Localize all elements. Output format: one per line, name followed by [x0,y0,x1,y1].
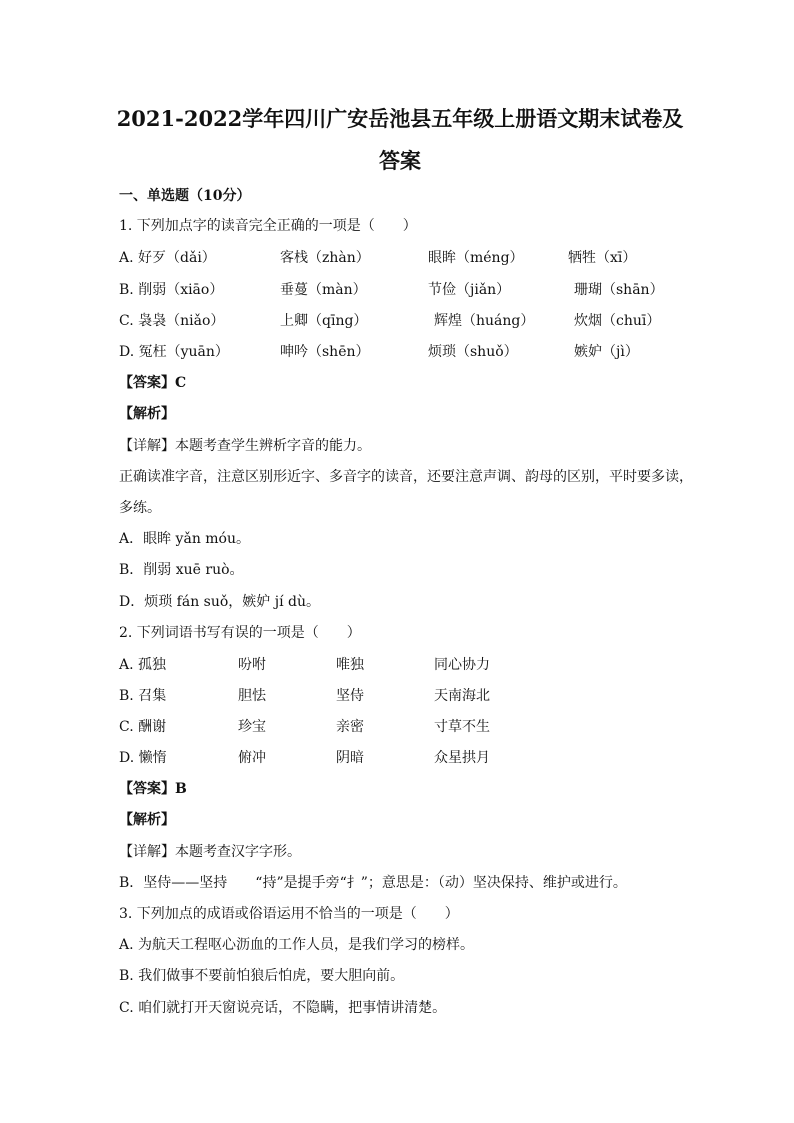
q1-explanation-line1: 正确读准字音，注意区别形近字、多音字的读音，还要注意声调、韵母的区别，平时要多读， [119,469,693,485]
q2-option-b-4: 天南海北 [434,688,490,704]
q1-answer: 【答案】C [119,375,187,391]
q2-option-a-2: 吩咐 [238,657,266,673]
q2-option-c-4: 寸草不生 [434,719,490,735]
q1-option-a-4: 牺牲（xī） [568,250,637,266]
q1-option-c-3: 辉煌（huáng） [434,313,535,329]
section-heading: 一、单选题（10分） [119,188,251,204]
q2-option-a-4: 同心协力 [434,657,490,673]
q2-analysis-heading: 【解析】 [119,812,175,828]
q2-note: B．坚侍——坚持 “持”是提手旁“扌”；意思是：（动）坚决保持、维护或进行。 [119,875,627,891]
q2-option-d-2: 俯冲 [238,750,266,766]
q1-option-c-2: 上卿（qīng） [280,313,368,329]
q3-option-c: C. 咱们就打开天窗说亮话，不隐瞒，把事情讲清楚。 [119,1000,447,1016]
q2-option-c-2: 珍宝 [238,719,266,735]
q2-option-c-1: C. 酬谢 [119,719,167,735]
q2-detail: 【详解】本题考查汉字字形。 [119,844,301,860]
question-1-stem: 1. 下列加点字的读音完全正确的一项是（ ） [119,218,417,234]
q2-option-a-1: A. 孤独 [119,657,167,673]
q1-option-d-3: 烦琐（shuǒ） [428,344,518,360]
q2-option-a-3: 唯独 [336,657,364,673]
q1-note-d: D．烦琐 fán suǒ，嫉妒 jí dù。 [119,594,320,610]
q1-note-a: A．眼眸 yǎn móu。 [119,531,251,547]
q1-option-a-1: A. 好歹（dǎi） [119,250,216,266]
document-title-line2: 答案 [379,148,421,173]
q1-option-c-1: C. 袅袅（niǎo） [119,313,225,329]
q1-option-b-4: 珊瑚（shān） [574,282,664,298]
q1-option-a-2: 客栈（zhàn） [280,250,370,266]
q1-option-b-1: B. 削弱（xiāo） [119,282,224,298]
document-title-line1: 2021-2022学年四川广安岳池县五年级上册语文期末试卷及 [116,106,684,131]
q1-explanation-line2: 多练。 [119,500,161,516]
q1-option-d-1: D. 冤枉（yuān） [119,344,229,360]
q2-answer: 【答案】B [119,781,187,797]
q1-option-b-2: 垂蔓（màn） [280,282,367,298]
q1-note-b: B．削弱 xuē ruò。 [119,562,244,578]
q1-option-d-2: 呻吟（shēn） [280,344,370,360]
q2-option-b-2: 胆怯 [238,688,266,704]
q1-option-a-3: 眼眸（méng） [428,250,524,266]
q1-option-c-4: 炊烟（chuī） [574,313,661,329]
q3-option-b: B. 我们做事不要前怕狼后怕虎，要大胆向前。 [119,968,405,984]
q1-option-d-4: 嫉妒（jì） [574,344,639,360]
q3-option-a: A. 为航天工程呕心沥血的工作人员，是我们学习的榜样。 [119,937,475,953]
q2-option-d-4: 众星拱月 [434,750,490,766]
q2-option-b-1: B. 召集 [119,688,167,704]
question-2-stem: 2. 下列词语书写有误的一项是（ ） [119,625,361,641]
q2-option-d-1: D. 懒惰 [119,750,167,766]
q1-option-b-3: 节俭（jiǎn） [428,282,511,298]
q2-option-c-3: 亲密 [336,719,364,735]
q2-option-b-3: 坚侍 [336,688,364,704]
q1-analysis-heading: 【解析】 [119,406,175,422]
q1-detail: 【详解】本题考查学生辨析字音的能力。 [119,438,371,454]
q2-option-d-3: 阴暗 [336,750,364,766]
question-3-stem: 3. 下列加点的成语或俗语运用不恰当的一项是（ ） [119,906,459,922]
